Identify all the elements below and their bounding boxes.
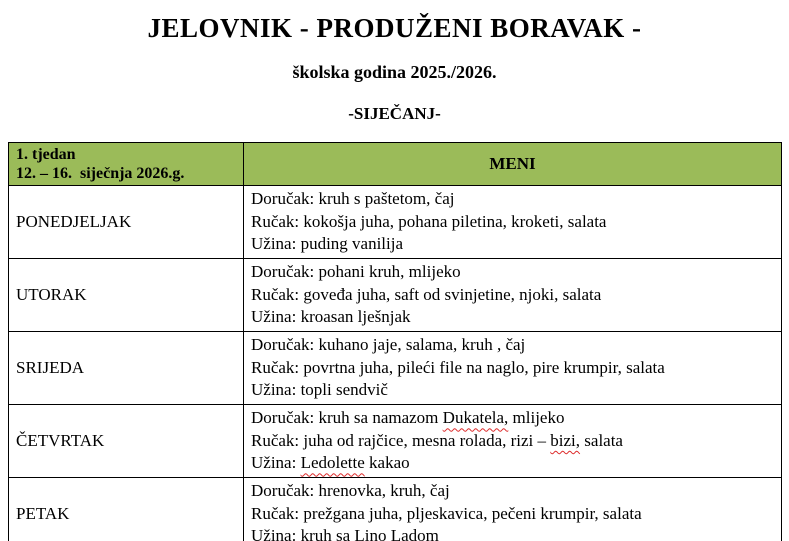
meal-text: salata: [580, 430, 623, 450]
meal-line: [251, 503, 774, 526]
meal-line: [251, 334, 774, 357]
doc-title: JELOVNIK - PRODUŽENI BORAVAK -: [147, 13, 642, 43]
meal-text: Ručak: prežgana juha, pljeskavica, pečeni krumpir, salata: [251, 503, 642, 523]
meal-line: [251, 452, 774, 475]
week-header-cell: [9, 143, 244, 186]
day-cell: ČETVRTAK: [9, 405, 244, 478]
meal-line: [251, 233, 774, 256]
meals-cell: [244, 186, 782, 259]
doc-subtitle: školska godina 2025./2026.: [292, 62, 497, 82]
meal-line: [251, 284, 774, 307]
meal-line: [251, 306, 774, 329]
table-row: [9, 186, 782, 259]
meal-text: Doručak: kruh sa namazom: [251, 408, 443, 428]
misspelled-word: bizi,: [550, 430, 581, 450]
day-cell: UTORAK: [9, 259, 244, 332]
day-cell: PONEDJELJAK: [9, 186, 244, 259]
month-heading: -SIJEČANJ-: [348, 104, 441, 123]
meal-text: mlijeko: [508, 408, 565, 428]
meals-cell: [244, 405, 782, 478]
table-row: [9, 332, 782, 405]
menu-table-body: [9, 143, 782, 541]
meal-text: Doručak: pohani kruh, mlijeko: [251, 262, 461, 282]
meal-text: Užina:: [251, 453, 301, 473]
meal-line: [251, 211, 774, 234]
week-label-line2: 12. – 16. siječnja 2026.g.: [16, 165, 185, 182]
day-cell: PETAK: [9, 478, 244, 541]
meal-text: Ručak: kokošja juha, pohana piletina, kroketi, salata: [251, 211, 607, 231]
meal-line: [251, 480, 774, 503]
meal-text: Ručak: povrtna juha, pileći file na naglo, pire krumpir, salata: [251, 357, 665, 377]
week-label-line1: 1. tjedan: [16, 146, 76, 163]
table-row: [9, 478, 782, 541]
meal-line: [251, 188, 774, 211]
misspelled-word: Ledolette: [300, 453, 365, 473]
meal-text: Doručak: hrenovka, kruh, čaj: [251, 481, 450, 501]
day-cell: SRIJEDA: [9, 332, 244, 405]
menu-table: [8, 142, 782, 541]
table-row: [9, 259, 782, 332]
meal-text: Ručak: goveđa juha, saft od svinjetine, njoki, salata: [251, 284, 602, 304]
document-page: [0, 13, 789, 541]
misspelled-word: Dukatela,: [442, 408, 509, 428]
meal-line: [251, 430, 774, 453]
meal-text: kakao: [364, 453, 410, 473]
meals-cell: [244, 478, 782, 541]
meal-text: Doručak: kruh s paštetom, čaj: [251, 189, 455, 209]
meal-text: Ručak: juha od rajčice, mesna rolada, rizi –: [251, 430, 551, 450]
meal-text: Užina: puding vanilija: [251, 234, 404, 254]
meal-text: Užina: kroasan lješnjak: [251, 307, 411, 327]
meals-cell: [244, 332, 782, 405]
table-row: [9, 405, 782, 478]
meni-header-cell: MENI: [244, 143, 782, 186]
meals-cell: [244, 259, 782, 332]
meal-line: [251, 525, 774, 541]
meal-line: [251, 379, 774, 402]
meal-line: [251, 357, 774, 380]
meal-line: [251, 261, 774, 284]
meal-line: [251, 407, 774, 430]
meal-text: Užina: topli sendvič: [251, 380, 388, 400]
table-header-row: [9, 143, 782, 186]
meal-text: Doručak: kuhano jaje, salama, kruh , čaj: [251, 335, 526, 355]
meal-text: Užina: kruh sa Lino Ladom: [251, 526, 439, 541]
